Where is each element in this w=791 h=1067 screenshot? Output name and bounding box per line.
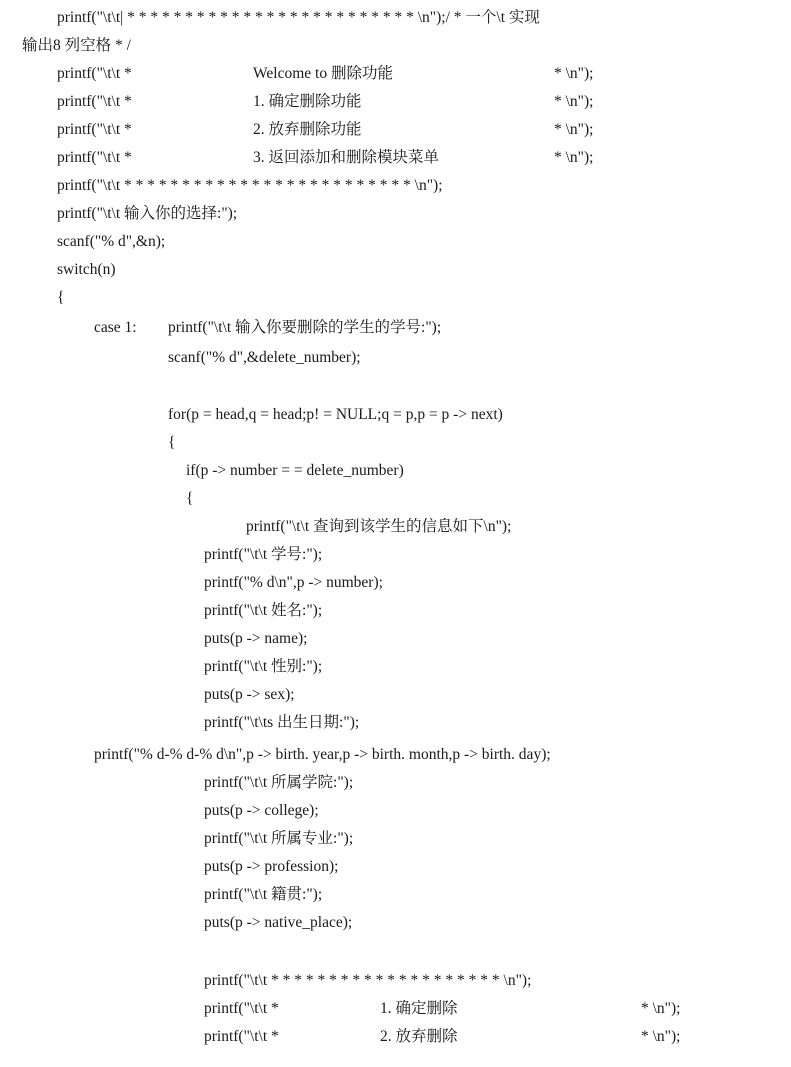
code-segment: 1. 确定删除功能 [253,93,362,110]
code-line: puts(p -> sex); [204,686,295,703]
code-line: printf("\t\t 输入你的选择:"); [57,205,238,222]
code-line: puts(p -> profession); [204,858,339,875]
code-line: for(p = head,q = head;p! = NULL;q = p,p = p -> next) [168,406,503,423]
code-line: printf("\t\ts 出生日期:"); [204,714,360,731]
code-segment: * \n"); [554,65,594,82]
code-segment: 2. 放弃删除 [380,1028,458,1045]
code-line: printf("\t\t| * * * * * * * * * * * * * * * * * * * * * * * * * \n");/ * 一个\t 实现 [57,9,540,26]
code-segment: 1. 确定删除 [380,1000,458,1017]
code-line: printf("\t\t 学号:"); [204,546,323,563]
code-segment: * \n"); [554,93,594,110]
code-segment: * \n"); [554,149,594,166]
code-line: puts(p -> native_place); [204,914,353,931]
code-segment: printf("\t\t * [204,1000,279,1017]
code-line: if(p -> number = = delete_number) [186,462,404,479]
code-line: printf("\t\t * * * * * * * * * * * * * * * * * * * * * * * * * \n"); [57,177,443,194]
code-line: 输出8 列空格 * / [22,37,131,54]
code-line: printf("\t\t * * * * * * * * * * * * * * * * * * * * \n"); [204,972,532,989]
code-segment: printf("\t\t * [57,121,132,138]
code-line: printf("\t\t 性别:"); [204,658,323,675]
code-line: printf("% d\n",p -> number); [204,574,383,591]
code-line: { [57,289,65,306]
code-segment: Welcome to 删除功能 [253,65,393,82]
code-line: printf("\t\t 姓名:"); [204,602,323,619]
code-line: puts(p -> college); [204,802,319,819]
code-segment: 2. 放弃删除功能 [253,121,362,138]
code-line: printf("\t\t 籍贯:"); [204,886,323,903]
code-line: puts(p -> name); [204,630,308,647]
code-segment: printf("\t\t * [57,65,132,82]
code-line: { [168,434,176,451]
code-line: { [186,490,194,507]
code-segment: 3. 返回添加和删除模块菜单 [253,149,440,166]
code-segment: * \n"); [641,1028,681,1045]
code-segment: printf("\t\t * [57,149,132,166]
code-line: switch(n) [57,261,116,278]
code-segment: * \n"); [641,1000,681,1017]
code-segment: printf("\t\t * [204,1028,279,1045]
code-segment: printf("\t\t 输入你要删除的学生的学号:"); [168,319,442,336]
code-line: printf("\t\t 查询到该学生的信息如下\n"); [246,518,512,535]
code-line: scanf("% d",&n); [57,233,166,250]
code-line: printf("\t\t 所属学院:"); [204,774,354,791]
code-segment: case 1: [94,319,137,336]
code-line: printf("% d-% d-% d\n",p -> birth. year,p -> birth. month,p -> birth. day); [94,746,551,763]
code-line: scanf("% d",&delete_number); [168,349,361,366]
code-segment: * \n"); [554,121,594,138]
code-segment: printf("\t\t * [57,93,132,110]
code-line: printf("\t\t 所属专业:"); [204,830,354,847]
